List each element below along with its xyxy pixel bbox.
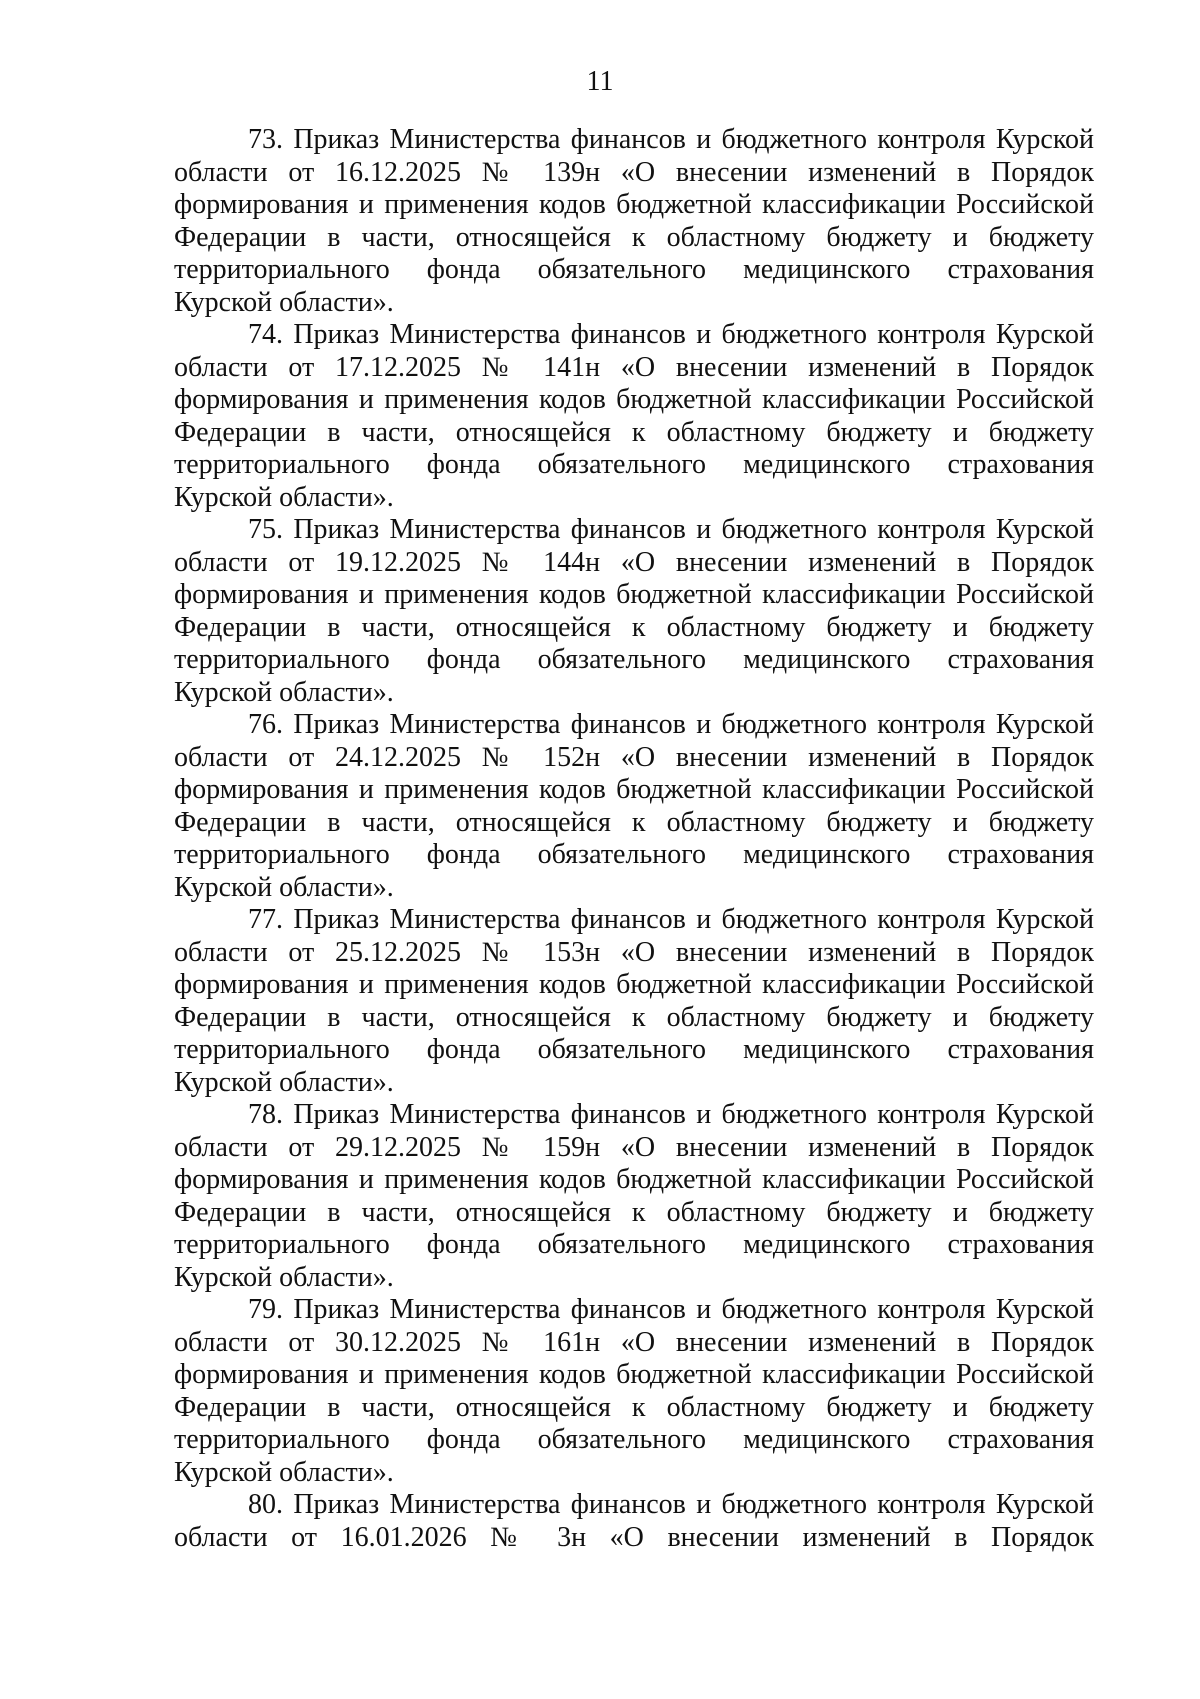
text-line: области от 24.12.2025 № 152н «О внесении изменений в Порядок [174, 741, 1094, 773]
text-line: Курской области». [174, 286, 394, 318]
text-line: формирования и применения кодов бюджетной классификации Российской [174, 969, 1094, 1000]
text-line: Курской области». [174, 1456, 394, 1488]
text-line: Федерации в части, относящейся к областному бюджету и бюджету [174, 1391, 1094, 1423]
text-line: Федерации в части, относящейся к областному бюджету и бюджету [174, 221, 1094, 253]
list-item [174, 319, 1094, 514]
text-line: территориального фонда обязательного медицинского страхования [174, 254, 1094, 285]
text-line: формирования и применения кодов бюджетной классификации Российской [174, 1164, 1094, 1195]
text-line: 74. Приказ Министерства финансов и бюджетного контроля Курской [248, 319, 1094, 350]
text-line: области от 29.12.2025 № 159н «О внесении изменений в Порядок [174, 1131, 1094, 1163]
list-item [174, 514, 1094, 709]
text-line: территориального фонда обязательного медицинского страхования [174, 1229, 1094, 1260]
text-line: Федерации в части, относящейся к областному бюджету и бюджету [174, 1196, 1094, 1228]
text-line: территориального фонда обязательного медицинского страхования [174, 449, 1094, 480]
list-item [174, 1294, 1094, 1489]
list-item [174, 1489, 1094, 1554]
text-line: Курской области». [174, 481, 394, 513]
text-line: 79. Приказ Министерства финансов и бюджетного контроля Курской [248, 1294, 1094, 1325]
text-line: области от 17.12.2025 № 141н «О внесении изменений в Порядок [174, 351, 1094, 383]
text-line: территориального фонда обязательного медицинского страхования [174, 1424, 1094, 1455]
list-item [174, 124, 1094, 319]
text-line: области от 16.01.2026 № 3н «О внесении изменений в Порядок [174, 1521, 1094, 1553]
text-line: формирования и применения кодов бюджетной классификации Российской [174, 579, 1094, 610]
text-line: Курской области». [174, 1066, 394, 1098]
text-line: области от 19.12.2025 № 144н «О внесении изменений в Порядок [174, 546, 1094, 578]
text-line: области от 25.12.2025 № 153н «О внесении изменений в Порядок [174, 936, 1094, 968]
text-line: формирования и применения кодов бюджетной классификации Российской [174, 384, 1094, 415]
text-line: 76. Приказ Министерства финансов и бюджетного контроля Курской [248, 709, 1094, 740]
text-line: 75. Приказ Министерства финансов и бюджетного контроля Курской [248, 514, 1094, 545]
text-line: территориального фонда обязательного медицинского страхования [174, 1034, 1094, 1065]
text-line: области от 30.12.2025 № 161н «О внесении изменений в Порядок [174, 1326, 1094, 1358]
list-item [174, 904, 1094, 1099]
text-line: Федерации в части, относящейся к областному бюджету и бюджету [174, 611, 1094, 643]
text-line: формирования и применения кодов бюджетной классификации Российской [174, 774, 1094, 805]
text-line: области от 16.12.2025 № 139н «О внесении изменений в Порядок [174, 156, 1094, 188]
text-line: Курской области». [174, 1261, 394, 1293]
text-line: Федерации в части, относящейся к областному бюджету и бюджету [174, 1001, 1094, 1033]
text-line: 80. Приказ Министерства финансов и бюджетного контроля Курской [248, 1489, 1094, 1520]
text-line: 77. Приказ Министерства финансов и бюджетного контроля Курской [248, 904, 1094, 935]
text-line: территориального фонда обязательного медицинского страхования [174, 644, 1094, 675]
text-line: территориального фонда обязательного медицинского страхования [174, 839, 1094, 870]
text-line: 73. Приказ Министерства финансов и бюджетного контроля Курской [248, 124, 1094, 155]
list-item [174, 1099, 1094, 1294]
text-line: 78. Приказ Министерства финансов и бюджетного контроля Курской [248, 1099, 1094, 1130]
text-line: формирования и применения кодов бюджетной классификации Российской [174, 1359, 1094, 1390]
text-line: Федерации в части, относящейся к областному бюджету и бюджету [174, 416, 1094, 448]
document-body [174, 124, 1094, 1554]
text-line: Курской области». [174, 871, 394, 903]
list-item [174, 709, 1094, 904]
text-line: Федерации в части, относящейся к областному бюджету и бюджету [174, 806, 1094, 838]
text-line: Курской области». [174, 676, 394, 708]
text-line: формирования и применения кодов бюджетной классификации Российской [174, 189, 1094, 220]
page-number: 11 [586, 66, 614, 97]
